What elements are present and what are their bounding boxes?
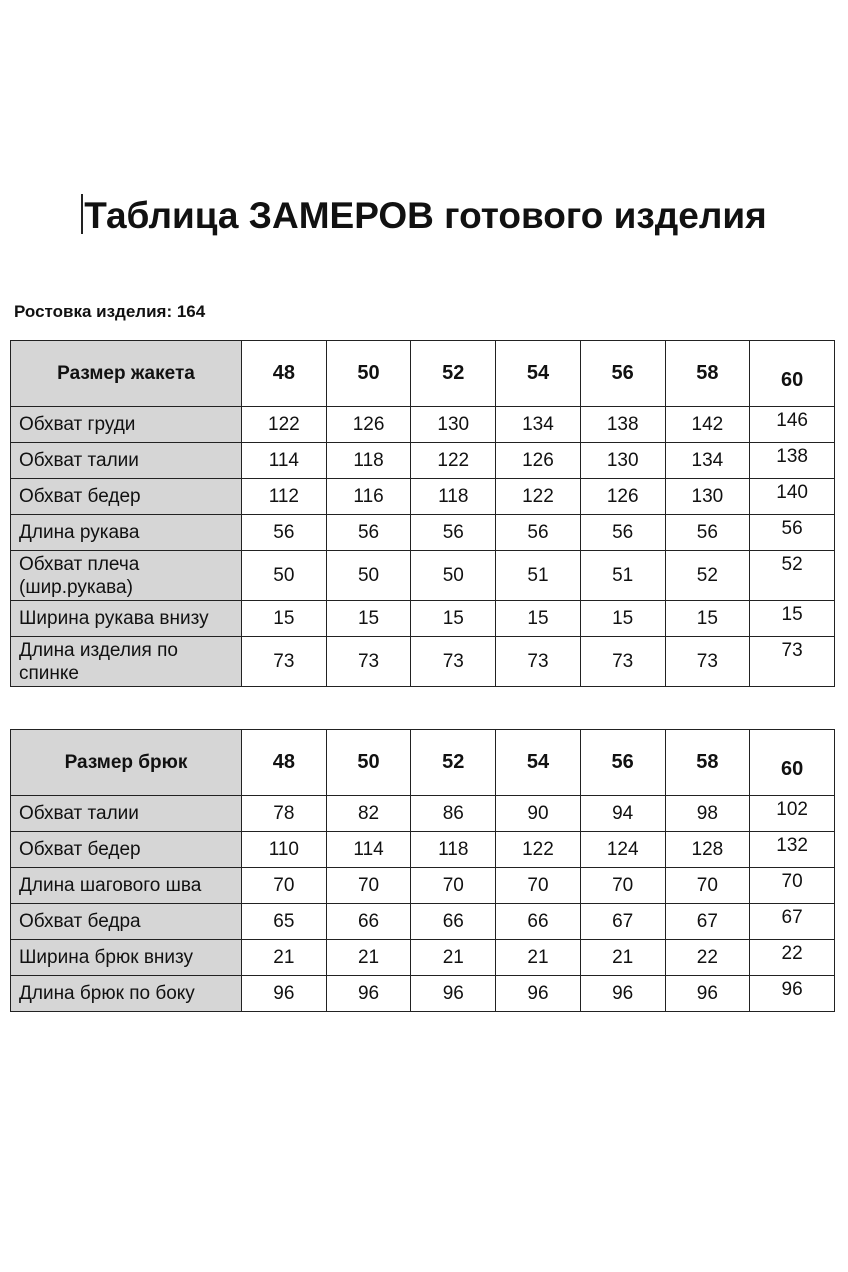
measurement-value: 138 bbox=[580, 407, 665, 443]
measurement-value: 96 bbox=[326, 976, 411, 1012]
measurement-label: Длина шагового шва bbox=[11, 868, 242, 904]
measurement-label: Обхват талии bbox=[11, 796, 242, 832]
measurement-value: 21 bbox=[496, 940, 581, 976]
measurement-label: Обхват плеча (шир.рукава) bbox=[11, 551, 242, 601]
measurement-value: 56 bbox=[411, 515, 496, 551]
measurement-label: Длина изделия по спинке bbox=[11, 637, 242, 687]
measurement-value: 70 bbox=[496, 868, 581, 904]
measurement-value: 96 bbox=[411, 976, 496, 1012]
measurement-value: 66 bbox=[496, 904, 581, 940]
measurement-value: 73 bbox=[326, 637, 411, 687]
table-row bbox=[11, 976, 835, 1012]
measurement-label: Обхват бедер bbox=[11, 479, 242, 515]
measurement-value: 128 bbox=[665, 832, 750, 868]
measurement-value: 96 bbox=[580, 976, 665, 1012]
table-header-label: Размер брюк bbox=[11, 730, 242, 796]
size-header-cell: 56 bbox=[580, 341, 665, 407]
measurement-value: 15 bbox=[665, 601, 750, 637]
height-note: Ростовка изделия: 164 bbox=[14, 302, 206, 321]
measurement-value: 73 bbox=[580, 637, 665, 687]
measurement-value: 134 bbox=[665, 443, 750, 479]
measurement-value: 15 bbox=[496, 601, 581, 637]
table-row bbox=[11, 601, 835, 637]
size-header-cell: 54 bbox=[496, 730, 581, 796]
table-row bbox=[11, 443, 835, 479]
measurement-label: Обхват бедер bbox=[11, 832, 242, 868]
measurement-value: 15 bbox=[580, 601, 665, 637]
measurement-value: 126 bbox=[580, 479, 665, 515]
measurement-value: 70 bbox=[750, 868, 835, 904]
measurement-value: 50 bbox=[411, 551, 496, 601]
measurement-value: 21 bbox=[580, 940, 665, 976]
measurement-label: Длина рукава bbox=[11, 515, 242, 551]
page-title bbox=[0, 188, 848, 244]
measurement-label: Ширина брюк внизу bbox=[11, 940, 242, 976]
measurement-value: 70 bbox=[242, 868, 327, 904]
measurement-value: 146 bbox=[750, 407, 835, 443]
measurement-value: 126 bbox=[496, 443, 581, 479]
table-row bbox=[11, 832, 835, 868]
trousers-measurements-table bbox=[10, 729, 835, 1012]
size-header-cell: 52 bbox=[411, 341, 496, 407]
measurement-value: 22 bbox=[665, 940, 750, 976]
measurement-label: Ширина рукава внизу bbox=[11, 601, 242, 637]
measurement-value: 73 bbox=[750, 637, 835, 687]
measurement-value: 52 bbox=[750, 551, 835, 601]
measurement-value: 122 bbox=[496, 479, 581, 515]
text-cursor bbox=[81, 194, 83, 234]
measurement-value: 122 bbox=[411, 443, 496, 479]
measurement-value: 21 bbox=[326, 940, 411, 976]
measurement-value: 66 bbox=[411, 904, 496, 940]
measurement-value: 66 bbox=[326, 904, 411, 940]
measurement-value: 21 bbox=[411, 940, 496, 976]
measurement-value: 21 bbox=[242, 940, 327, 976]
measurement-value: 15 bbox=[326, 601, 411, 637]
measurement-value: 142 bbox=[665, 407, 750, 443]
measurement-label: Обхват бедра bbox=[11, 904, 242, 940]
measurement-value: 56 bbox=[665, 515, 750, 551]
measurement-value: 130 bbox=[411, 407, 496, 443]
table-row bbox=[11, 637, 835, 687]
size-header-cell: 58 bbox=[665, 341, 750, 407]
measurement-value: 73 bbox=[411, 637, 496, 687]
measurement-value: 73 bbox=[242, 637, 327, 687]
measurement-value: 67 bbox=[580, 904, 665, 940]
measurement-value: 102 bbox=[750, 796, 835, 832]
measurement-value: 116 bbox=[326, 479, 411, 515]
measurement-value: 96 bbox=[242, 976, 327, 1012]
jacket-measurements-table bbox=[10, 340, 835, 687]
size-header-cell: 48 bbox=[242, 341, 327, 407]
measurement-label: Обхват талии bbox=[11, 443, 242, 479]
measurement-value: 96 bbox=[750, 976, 835, 1012]
measurement-value: 98 bbox=[665, 796, 750, 832]
measurement-value: 73 bbox=[665, 637, 750, 687]
size-header-cell: 60 bbox=[750, 730, 835, 796]
measurement-value: 82 bbox=[326, 796, 411, 832]
measurement-value: 52 bbox=[665, 551, 750, 601]
table-row bbox=[11, 407, 835, 443]
table-header-row bbox=[11, 341, 835, 407]
size-header-cell: 60 bbox=[750, 341, 835, 407]
measurement-value: 140 bbox=[750, 479, 835, 515]
table-row bbox=[11, 904, 835, 940]
measurement-value: 114 bbox=[326, 832, 411, 868]
measurement-value: 50 bbox=[242, 551, 327, 601]
measurement-value: 96 bbox=[665, 976, 750, 1012]
measurement-value: 70 bbox=[665, 868, 750, 904]
measurement-value: 22 bbox=[750, 940, 835, 976]
measurement-value: 70 bbox=[580, 868, 665, 904]
measurement-value: 94 bbox=[580, 796, 665, 832]
table-header-label: Размер жакета bbox=[11, 341, 242, 407]
table-row bbox=[11, 940, 835, 976]
measurement-value: 70 bbox=[411, 868, 496, 904]
measurement-value: 65 bbox=[242, 904, 327, 940]
measurement-value: 50 bbox=[326, 551, 411, 601]
measurement-value: 51 bbox=[496, 551, 581, 601]
size-header-cell: 56 bbox=[580, 730, 665, 796]
measurement-value: 86 bbox=[411, 796, 496, 832]
measurement-label: Длина брюк по боку bbox=[11, 976, 242, 1012]
measurement-value: 118 bbox=[411, 832, 496, 868]
measurement-value: 96 bbox=[496, 976, 581, 1012]
measurement-value: 15 bbox=[411, 601, 496, 637]
table-row bbox=[11, 796, 835, 832]
measurement-value: 112 bbox=[242, 479, 327, 515]
measurement-value: 130 bbox=[580, 443, 665, 479]
measurement-value: 15 bbox=[242, 601, 327, 637]
measurement-label: Обхват груди bbox=[11, 407, 242, 443]
measurement-value: 124 bbox=[580, 832, 665, 868]
table-header-row bbox=[11, 730, 835, 796]
measurement-value: 70 bbox=[326, 868, 411, 904]
measurement-value: 130 bbox=[665, 479, 750, 515]
measurement-value: 138 bbox=[750, 443, 835, 479]
table-row bbox=[11, 515, 835, 551]
size-header-cell: 48 bbox=[242, 730, 327, 796]
measurement-value: 132 bbox=[750, 832, 835, 868]
measurement-value: 15 bbox=[750, 601, 835, 637]
measurement-value: 51 bbox=[580, 551, 665, 601]
measurement-value: 56 bbox=[750, 515, 835, 551]
size-header-cell: 58 bbox=[665, 730, 750, 796]
measurement-value: 78 bbox=[242, 796, 327, 832]
measurement-value: 56 bbox=[326, 515, 411, 551]
table-row bbox=[11, 868, 835, 904]
size-header-cell: 54 bbox=[496, 341, 581, 407]
page-title-text: Таблица ЗАМЕРОВ готового изделия bbox=[84, 195, 767, 236]
measurement-value: 110 bbox=[242, 832, 327, 868]
measurement-value: 122 bbox=[242, 407, 327, 443]
measurement-value: 134 bbox=[496, 407, 581, 443]
size-header-cell: 50 bbox=[326, 341, 411, 407]
measurement-value: 126 bbox=[326, 407, 411, 443]
table-row bbox=[11, 551, 835, 601]
table-row bbox=[11, 479, 835, 515]
measurement-value: 90 bbox=[496, 796, 581, 832]
measurement-value: 67 bbox=[665, 904, 750, 940]
measurement-value: 67 bbox=[750, 904, 835, 940]
measurement-value: 56 bbox=[580, 515, 665, 551]
size-header-cell: 52 bbox=[411, 730, 496, 796]
measurement-value: 56 bbox=[242, 515, 327, 551]
measurement-value: 122 bbox=[496, 832, 581, 868]
measurement-value: 118 bbox=[326, 443, 411, 479]
measurement-value: 114 bbox=[242, 443, 327, 479]
measurement-value: 56 bbox=[496, 515, 581, 551]
measurement-value: 73 bbox=[496, 637, 581, 687]
size-header-cell: 50 bbox=[326, 730, 411, 796]
measurement-value: 118 bbox=[411, 479, 496, 515]
